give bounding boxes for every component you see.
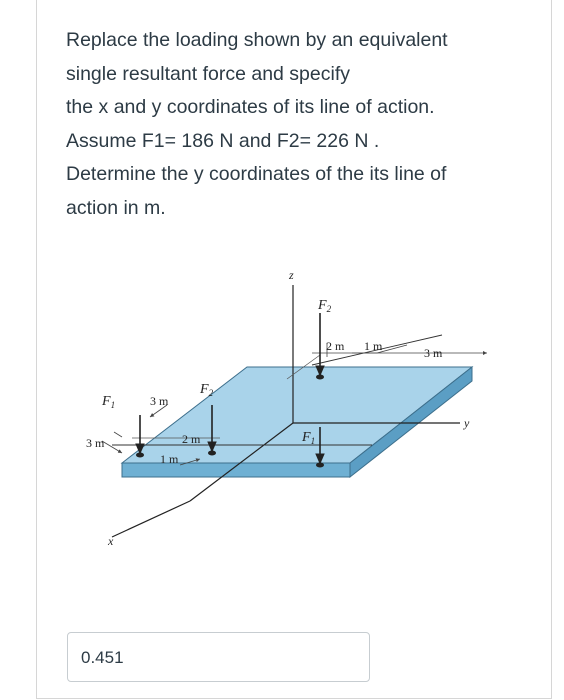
- answer-input[interactable]: [67, 632, 370, 682]
- dim-2m-top-label: 2 m: [326, 339, 345, 353]
- question-line: the x and y coordinates of its line of action.: [66, 96, 435, 118]
- f2-left-label: $F_2$: [200, 382, 214, 398]
- f1-right-label: $F_1$: [302, 430, 316, 446]
- dimension-tick: [114, 432, 122, 437]
- question-line: Determine the y coordinates of the its line of: [66, 163, 447, 185]
- dim-1m-left-label: 1 m: [160, 452, 179, 466]
- f1-left-contact: [136, 453, 144, 458]
- question-line: Assume F1= 186 N and F2= 226 N .: [66, 129, 380, 152]
- dimension-arrow: [102, 441, 122, 453]
- z-axis-label: z: [289, 268, 294, 282]
- f1-right-contact: [316, 463, 324, 468]
- question-line: action in m.: [66, 196, 166, 219]
- dim-1m-top-label: 1 m: [364, 339, 383, 353]
- f2-left-contact: [208, 451, 216, 456]
- dim-2m-left-label: 2 m: [182, 432, 201, 446]
- x-axis-label: x: [108, 534, 114, 548]
- x-axis-line: [112, 501, 190, 537]
- dim-3m-right-label: 3 m: [424, 346, 443, 360]
- force-diagram: [72, 255, 512, 565]
- f2-top-label: $F_2$: [318, 298, 332, 314]
- f1-left-label: $F_1$: [102, 394, 116, 410]
- force-diagram-figure: [72, 255, 512, 565]
- question-line: Replace the loading shown by an equivalent: [66, 29, 448, 51]
- y-axis-label: y: [464, 416, 470, 430]
- question-line: single resultant force and specify: [66, 62, 350, 85]
- question-text: [66, 24, 536, 225]
- dim-3m-left-label: 3 m: [86, 436, 105, 450]
- f2-top-contact: [316, 375, 324, 380]
- dim-3m-left-top-label: 3 m: [150, 394, 169, 408]
- plate-front-edge: [122, 463, 350, 477]
- answer-value: 0.451: [81, 648, 124, 667]
